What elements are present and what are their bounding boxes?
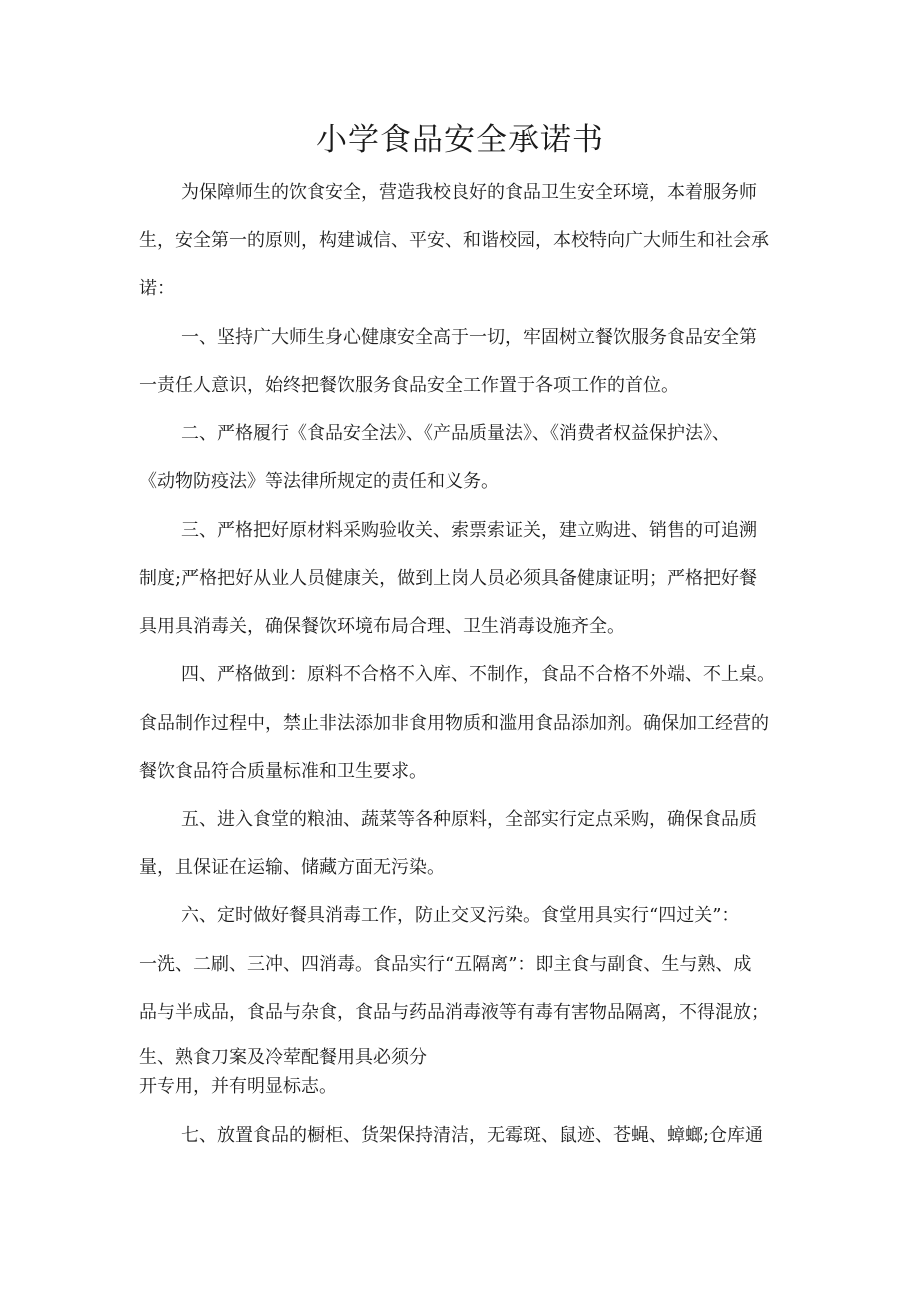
text-line: 为保障师生的饮食安全，营造我校良好的食品卫生安全环境，本着服务师	[181, 182, 757, 203]
text-line: 餐饮食品符合质量标准和卫生要求。	[139, 761, 427, 782]
text-line: 七、放置食品的橱柜、货架保持清洁，无霉斑、鼠迹、苍蝇、蟑螂;仓库通	[181, 1125, 764, 1146]
text-line: 生、熟食刀案及冷荤配餐用具必须分	[139, 1047, 427, 1068]
text-line: 制度;严格把好从业人员健康关，做到上岗人员必须具备健康证明；严格把好餐	[139, 568, 758, 589]
text-line: 品与半成品，食品与杂食，食品与药品消毒液等有毒有害物品隔离，不得混放；	[139, 1002, 769, 1023]
text-line: 量，且保证在运输、储藏方面无污染。	[139, 857, 445, 878]
text-line: 一、坚持广大师生身心健康安全高于一切，牢固树立餐饮服务食品安全第	[181, 327, 757, 348]
text-line: 六、定时做好餐具消毒工作，防止交叉污染。食堂用具实行“四过关”：	[181, 905, 740, 926]
text-line: 二、严格履行《食品安全法》、《产品质量法》、《消费者权益保护法》、	[181, 423, 730, 444]
text-line: 诺：	[139, 278, 175, 299]
text-line: 五、进入食堂的粮油、蔬菜等各种原料，全部实行定点采购，确保食品质	[181, 809, 757, 830]
text-line: 一洗、二刷、三冲、四消毒。食品实行“五隔离”：即主食与副食、生与熟、成	[139, 954, 752, 975]
document-title: 小学食品安全承诺书	[316, 122, 604, 158]
text-line: 《动物防疫法》等法律所规定的责任和义务。	[139, 471, 499, 492]
text-line: 生，安全第一的原则，构建诚信、平安、和谐校园，本校特向广大师生和社会承	[139, 230, 769, 251]
text-line: 三、严格把好原材料采购验收关、索票索证关，建立购进、销售的可追溯	[181, 520, 757, 541]
text-line: 具用具消毒关，确保餐饮环境布局合理、卫生消毒设施齐全。	[139, 616, 625, 637]
text-line: 一责任人意识，始终把餐饮服务食品安全工作置于各项工作的首位。	[139, 375, 679, 396]
text-line: 四、严格做到：原料不合格不入库、不制作，食品不合格不外端、不上桌。	[181, 664, 775, 685]
text-line: 食品制作过程中，禁止非法添加非食用物质和滥用食品添加剂。确保加工经营的	[139, 713, 769, 734]
text-line: 开专用，并有明显标志。	[139, 1076, 337, 1097]
